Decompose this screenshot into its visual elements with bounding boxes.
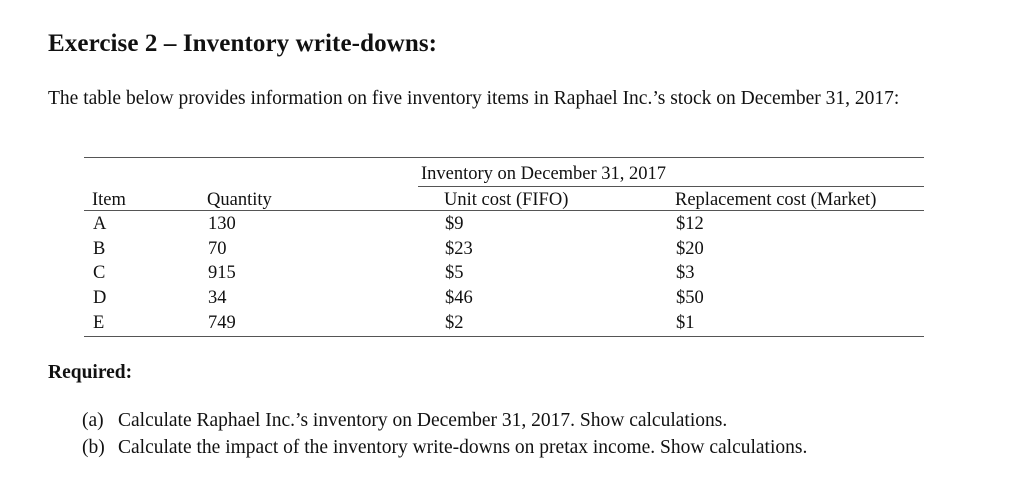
table-top-rule [84,157,924,158]
required-item-b-label: (b) [82,437,105,458]
required-item-b-text: Calculate the impact of the inventory write-downs on pretax income. Show calculations. [118,437,808,458]
table-row-c-unit-cost: $5 [445,263,464,283]
table-row-a-replacement-cost: $12 [676,214,704,234]
exercise-title: Exercise 2 – Inventory write-downs: [48,30,438,57]
required-heading: Required: [48,362,133,383]
table-row-b-item: B [93,239,106,259]
table-row-e-quantity: 749 [208,313,236,333]
table-bottom-rule [84,336,924,337]
table-row-e-unit-cost: $2 [445,313,464,333]
required-list [82,407,807,461]
column-header-unit-cost: Unit cost (FIFO) [444,190,569,210]
column-header-item: Item [92,190,126,210]
required-item-a-label: (a) [82,410,104,431]
table-row-a-unit-cost: $9 [445,214,464,234]
group-header: Inventory on December 31, 2017 [421,164,667,184]
intro-paragraph: The table below provides information on five inventory items in Raphael Inc.’s stock on December 31, 2017: [48,88,900,109]
column-header-replacement-cost: Replacement cost (Market) [675,190,877,210]
table-row-a-quantity: 130 [208,214,236,234]
table-row-b-quantity: 70 [208,239,227,259]
table-row-a-item: A [93,214,107,234]
required-item-a-text: Calculate Raphael Inc.’s inventory on December 31, 2017. Show calculations. [118,410,728,431]
table-row-d-quantity: 34 [208,288,227,308]
required-item-b [82,434,807,461]
table-row-c-replacement-cost: $3 [676,263,695,283]
table-row-e-item: E [93,313,105,333]
column-header-quantity: Quantity [207,190,272,210]
table-row-d-replacement-cost: $50 [676,288,704,308]
table-row-d-unit-cost: $46 [445,288,473,308]
table-row-c-item: C [93,263,106,283]
table-row-b-replacement-cost: $20 [676,239,704,259]
table-row-b-unit-cost: $23 [445,239,473,259]
table-row-e-replacement-cost: $1 [676,313,695,333]
required-item-a [82,407,807,434]
table-row-c-quantity: 915 [208,263,236,283]
group-header-rule [418,186,924,187]
table-row-d-item: D [93,288,107,308]
